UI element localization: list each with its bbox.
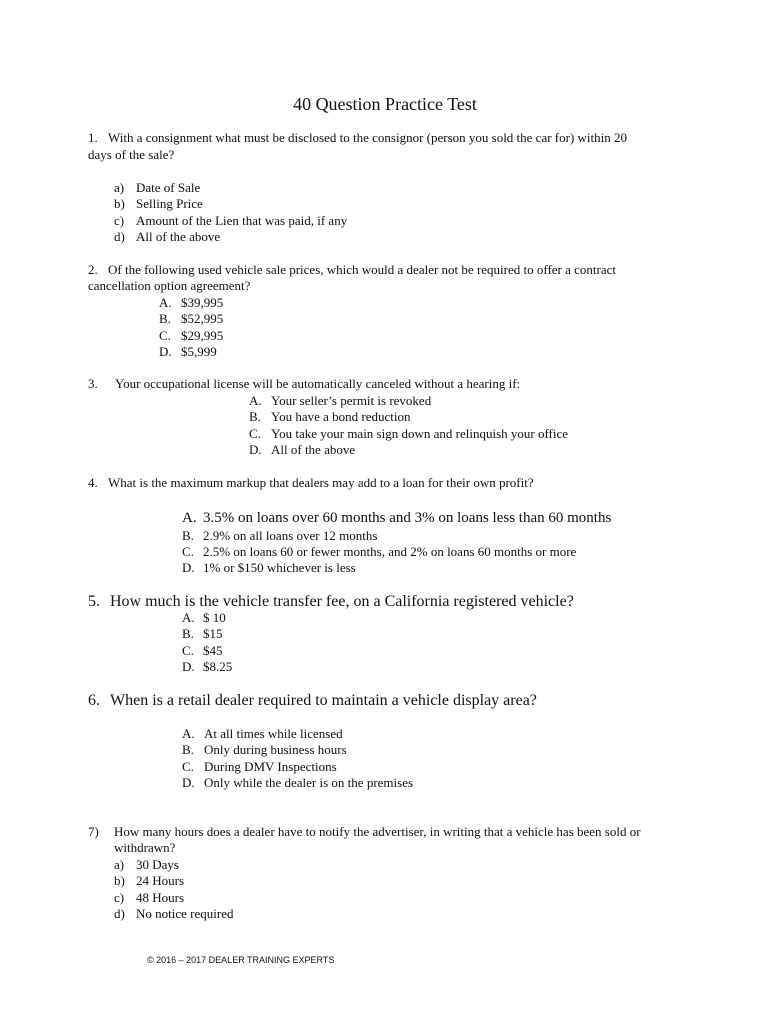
footer-copyright: © 2016 – 2017 DEALER TRAINING EXPERTS — [147, 955, 335, 965]
question-3-number: 3. — [88, 376, 98, 391]
question-2-option-a: A. $39,995 — [159, 295, 224, 310]
question-2-text-cont: cancellation option agreement? — [88, 278, 251, 293]
question-2-option-b: B. $52,995 — [159, 311, 224, 326]
question-1-option-b: b) Selling Price — [114, 196, 203, 211]
question-7-option-c: c) 48 Hours — [114, 890, 185, 905]
question-7-option-a: a) 30 Days — [114, 857, 179, 872]
question-1-text: With a consignment what must be disclosed to the consignor (person you sold the car for) within 20 — [108, 130, 628, 145]
question-6-option-d: D. Only while the dealer is on the premises — [182, 775, 414, 790]
question-3-option-c: C. You take your main sign down and relinquish your office — [249, 426, 569, 441]
question-2-option-d: D. $5,999 — [159, 344, 217, 359]
question-1-option-c: c) Amount of the Lien that was paid, if any — [114, 213, 348, 228]
question-7-option-d: d) No notice required — [114, 906, 234, 921]
question-2-number: 2. — [88, 262, 98, 277]
question-5-option-c: C. $45 — [182, 643, 223, 658]
page-title: 40 Question Practice Test — [293, 94, 477, 114]
question-3-option-d: D. All of the above — [249, 442, 356, 457]
question-2-text: Of the following used vehicle sale prices, which would a dealer not be required to offer a contract — [108, 262, 617, 277]
question-4-text: What is the maximum markup that dealers may add to a loan for their own profit? — [108, 475, 534, 490]
question-7-text: How many hours does a dealer have to notify the advertiser, in writing that a vehicle has been sold or — [114, 824, 641, 839]
question-5-number: 5. — [88, 593, 100, 610]
question-5-option-a: A. $ 10 — [182, 610, 226, 625]
question-7-text-cont: withdrawn? — [114, 840, 176, 855]
question-3-option-a: A. Your seller’s permit is revoked — [249, 393, 432, 408]
question-6-option-a: A. At all times while licensed — [182, 726, 343, 741]
question-5-text: How much is the vehicle transfer fee, on a California registered vehicle? — [110, 593, 574, 610]
question-6-option-b: B. Only during business hours — [182, 742, 347, 757]
question-7-option-b: b) 24 Hours — [114, 873, 185, 888]
question-4-option-d: D. 1% or $150 whichever is less — [182, 560, 356, 575]
question-1-text-cont: days of the sale? — [88, 147, 175, 162]
question-2-option-c: C. $29,995 — [159, 328, 224, 343]
question-6-option-c: C. During DMV Inspections — [182, 759, 337, 774]
question-3-option-b: B. You have a bond reduction — [249, 409, 411, 424]
question-3-text: Your occupational license will be automatically canceled without a hearing if: — [115, 376, 521, 391]
question-5-option-d: D. $8.25 — [182, 659, 233, 674]
question-1-number: 1. — [88, 130, 98, 145]
question-5-option-b: B. $15 — [182, 626, 223, 641]
question-4-option-a: A. 3.5% on loans over 60 months and 3% on loans less than 60 months — [182, 510, 612, 526]
question-1-option-d: d) All of the above — [114, 229, 221, 244]
question-6-number: 6. — [88, 692, 100, 709]
question-6-text: When is a retail dealer required to maintain a vehicle display area? — [110, 692, 537, 709]
question-7-number: 7) — [88, 824, 99, 839]
question-1-option-a: a) Date of Sale — [114, 180, 201, 195]
question-4-number: 4. — [88, 475, 98, 490]
question-4-option-b: B. 2.9% on all loans over 12 months — [182, 528, 378, 543]
question-4-option-c: C. 2.5% on loans 60 or fewer months, and 2% on loans 60 months or more — [182, 544, 577, 559]
